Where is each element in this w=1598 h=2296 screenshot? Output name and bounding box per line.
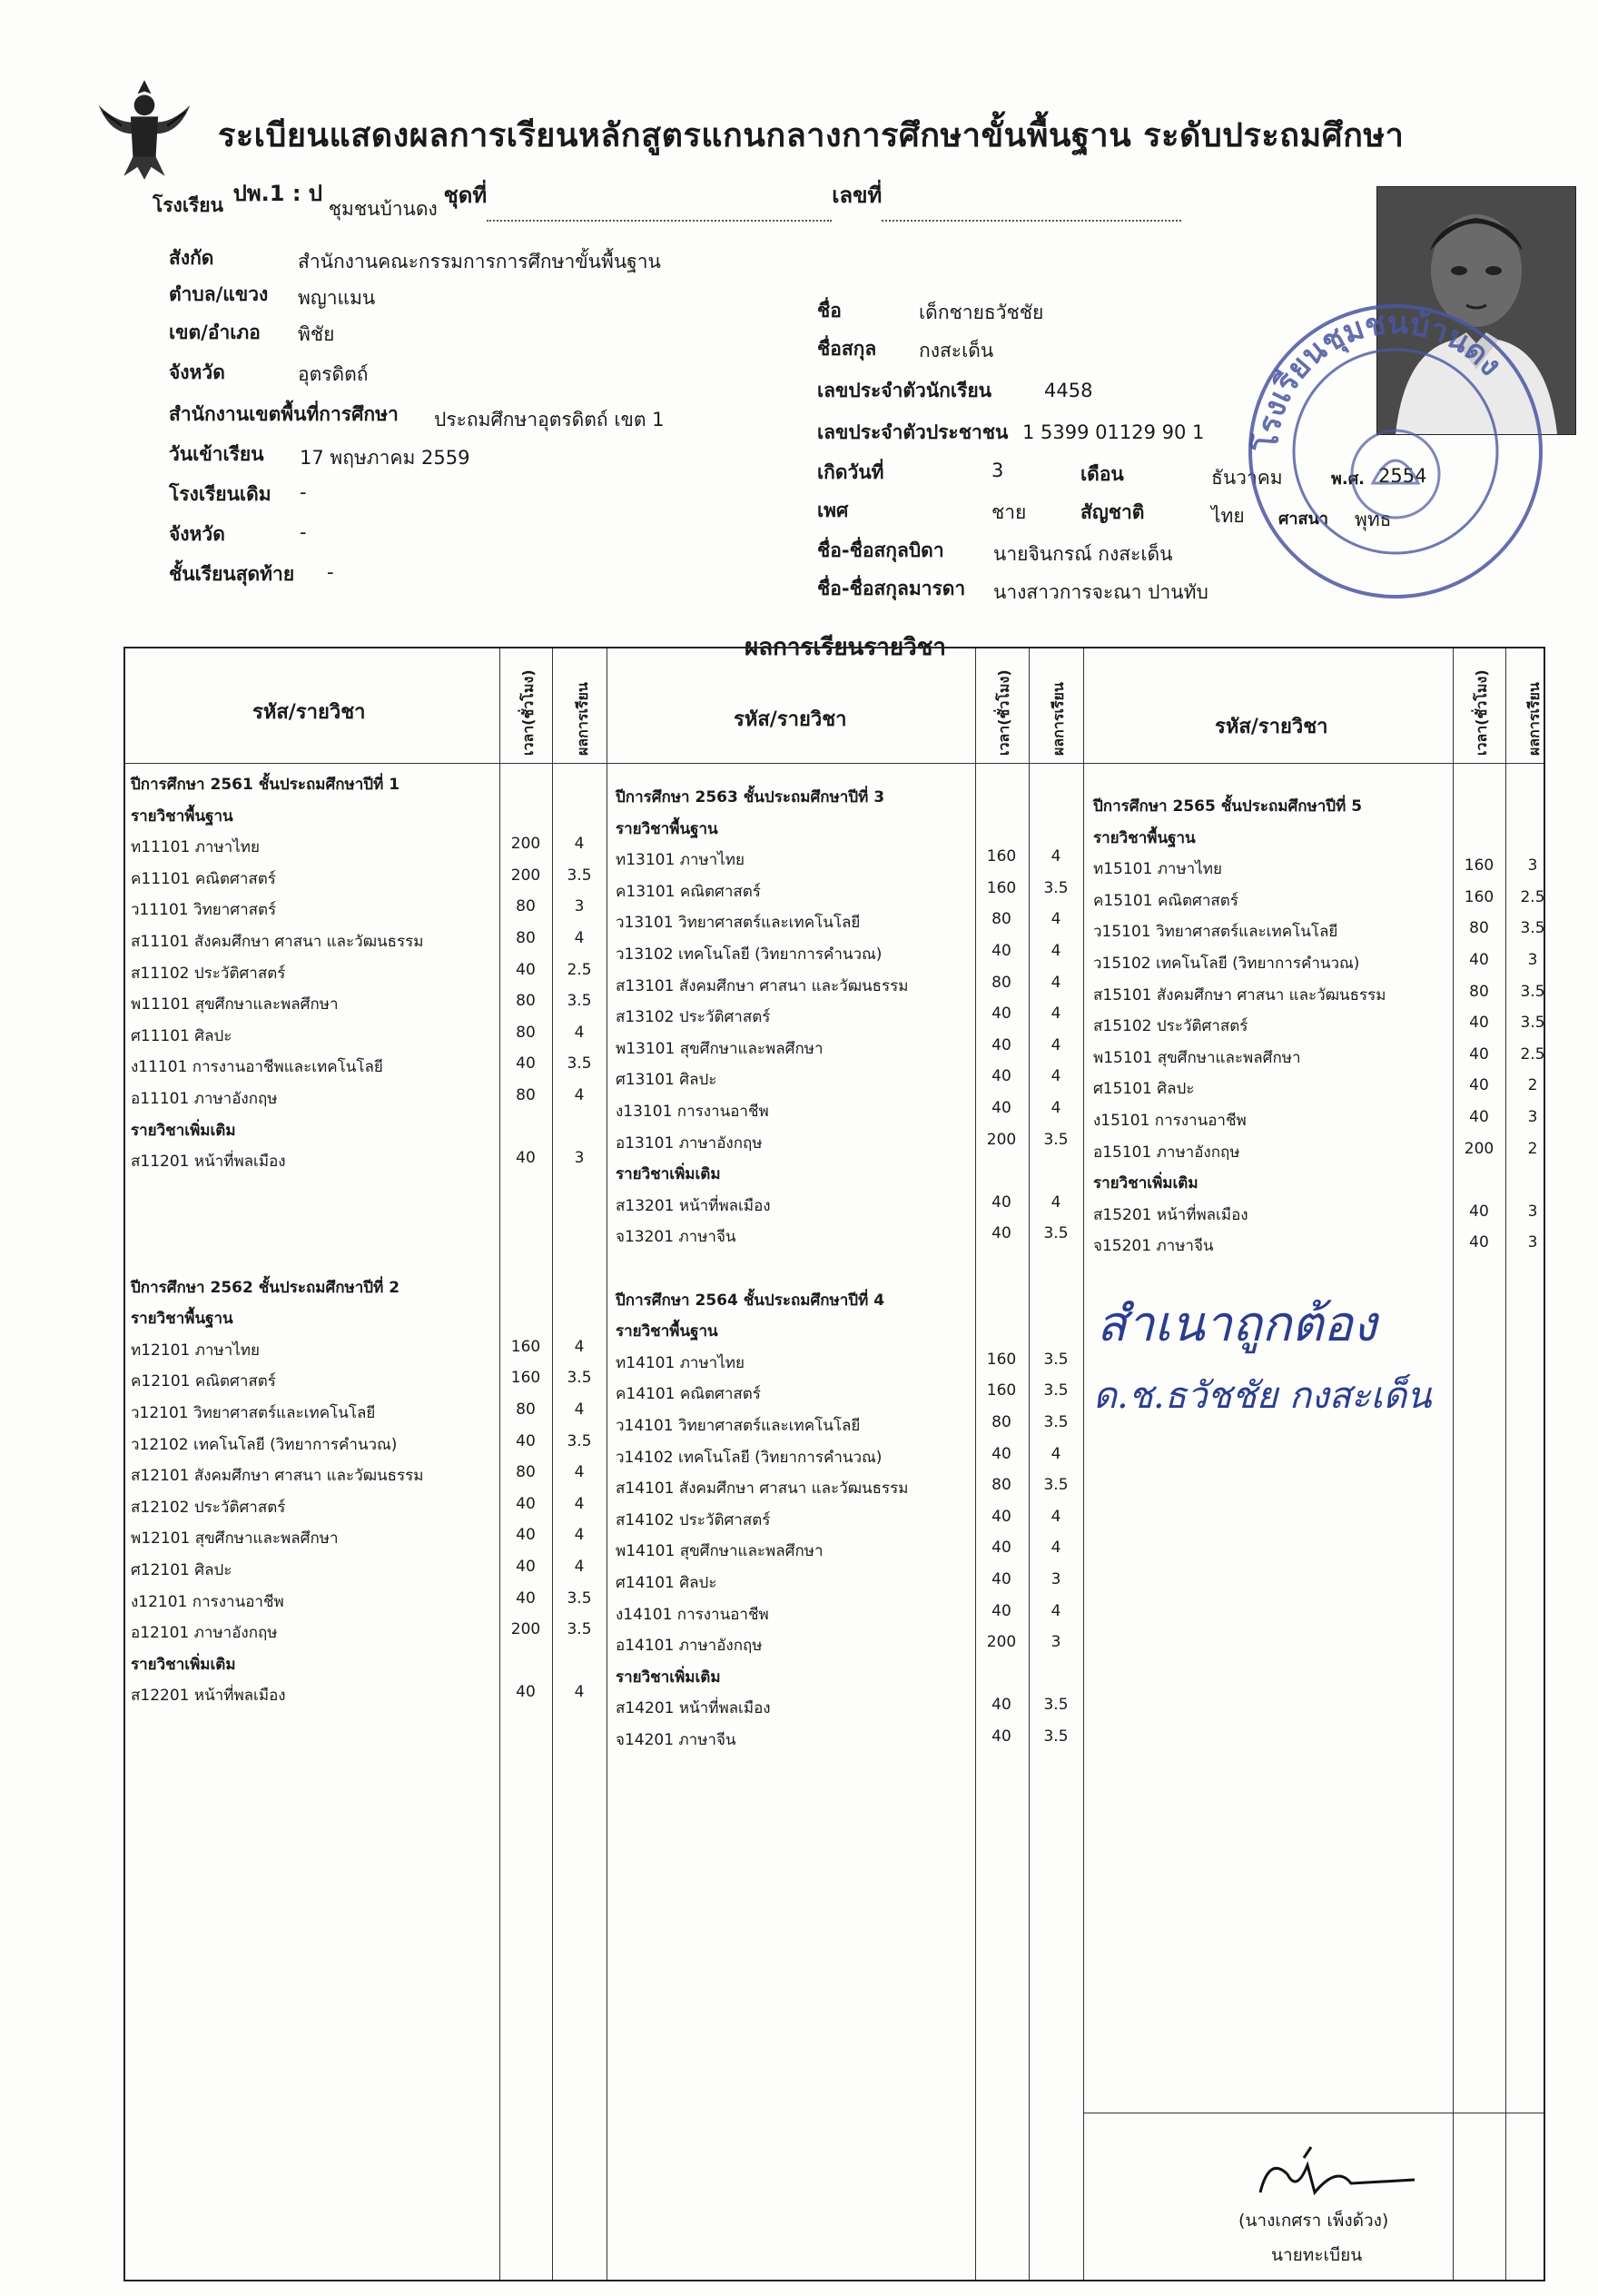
- subject-name: ส11201 หน้าที่พลเมือง: [131, 1153, 286, 1172]
- subject-hours: 80: [1469, 982, 1489, 1001]
- subject-grade: 3.5: [1043, 1727, 1069, 1746]
- mother-label: ชื่อ-ชื่อสกุลมารดา: [817, 578, 966, 599]
- area-value: ประถมศึกษาอุตรดิตถ์ เขต 1: [434, 409, 665, 430]
- subject-grade: 3: [574, 1149, 585, 1168]
- subject-hours: 40: [1469, 1108, 1489, 1126]
- subject-name: ว15101 วิทยาศาสตร์และเทคโนโลยี: [1093, 923, 1338, 942]
- subject-header-3: รหัส/รายวิชา: [1215, 716, 1328, 738]
- subject-grade: 3: [1527, 951, 1538, 969]
- subject-grade: 3.5: [1520, 982, 1545, 1001]
- subject-grade: 4: [1051, 1601, 1061, 1620]
- subject-name: ค13101 คณิตศาสตร์: [616, 882, 761, 901]
- prev-province-value: -: [300, 521, 307, 543]
- category-heading: รายวิชาเพิ่มเติม: [616, 1165, 721, 1184]
- subject-name: ค12101 คณิตศาสตร์: [131, 1372, 276, 1391]
- set-dots: [487, 220, 832, 222]
- subject-name: ส14102 ประวัติศาสตร์: [616, 1510, 771, 1529]
- subject-name: ง13101 การงานอาชีพ: [616, 1103, 769, 1121]
- subject-grade: 4: [574, 1023, 585, 1042]
- registrar-name: (นางเกศรา เพ็งด้วง): [1238, 2211, 1389, 2231]
- sex-value: ชาย: [991, 501, 1027, 523]
- category-heading: รายวิชาพื้นฐาน: [616, 819, 718, 838]
- subject-name: อ15101 ภาษาอังกฤษ: [1093, 1143, 1240, 1162]
- hours-header-3: เวลา(ชั่วโมง): [1473, 669, 1490, 756]
- number-dots: [882, 220, 1181, 222]
- year-heading: ปีการศึกษา 2565 ชั้นประถมศึกษาปีที่ 5: [1093, 797, 1363, 816]
- subject-hours: 40: [1469, 1233, 1489, 1252]
- subject-hours: 160: [510, 1337, 541, 1356]
- subject-hours: 80: [516, 992, 536, 1011]
- hours-header-2: เวลา(ชั่วโมง): [995, 669, 1012, 756]
- affiliation-value: สำนักงานคณะกรรมการการศึกษาขั้นพื้นฐาน: [298, 251, 661, 272]
- province-value: อุตรดิตถ์: [298, 363, 369, 385]
- subject-grade: 4: [1051, 1193, 1061, 1212]
- subject-hours: 80: [516, 929, 536, 947]
- subject-hours: 40: [991, 1067, 1011, 1086]
- area-label: สำนักงานเขตพื้นที่การศึกษา: [169, 403, 399, 425]
- subject-name: อ12101 ภาษาอังกฤษ: [131, 1624, 278, 1643]
- subject-name: ส14101 สังคมศึกษา ศาสนา และวัฒนธรรม: [616, 1480, 909, 1499]
- subject-name: พ14101 สุขศึกษาและพลศึกษา: [616, 1542, 824, 1561]
- subject-hours: 40: [516, 960, 536, 979]
- subject-hours: 80: [516, 1463, 536, 1482]
- subject-name: ง12101 การงานอาชีพ: [131, 1592, 284, 1611]
- category-heading: รายวิชาเพิ่มเติม: [131, 1655, 236, 1674]
- subject-name: ว12102 เทคโนโลยี (วิทยาการคำนวณ): [131, 1435, 398, 1454]
- grade-header-3: ผลการเรียน: [1525, 682, 1543, 756]
- subject-name: ว12101 วิทยาศาสตร์และเทคโนโลยี: [131, 1404, 376, 1422]
- year-heading: ปีการศึกษา 2563 ชั้นประถมศึกษาปีที่ 3: [616, 788, 885, 807]
- subject-hours: 40: [991, 1727, 1011, 1746]
- subject-name: พ11101 สุขศึกษาและพลศึกษา: [131, 995, 339, 1014]
- subject-name: ว14102 เทคโนโลยี (วิทยาการคำนวณ): [616, 1448, 883, 1467]
- subject-grade: 4: [1051, 1035, 1061, 1054]
- subject-hours: 200: [1464, 1139, 1494, 1158]
- subject-grade: 3.5: [567, 1369, 592, 1388]
- subject-name: ว15102 เทคโนโลยี (วิทยาการคำนวณ): [1093, 955, 1360, 973]
- subject-hours: 200: [986, 1130, 1017, 1149]
- entry-value: 17 พฤษภาคม 2559: [300, 447, 470, 469]
- garuda-emblem-icon: [87, 71, 202, 185]
- birth-day-label: เกิดวันที่: [817, 461, 884, 483]
- subject-hours: 80: [1469, 919, 1489, 938]
- subject-hours: 40: [991, 1507, 1011, 1526]
- category-heading: รายวิชาพื้นฐาน: [1093, 828, 1196, 847]
- subject-name: ค11101 คณิตศาสตร์: [131, 869, 276, 888]
- affiliation-row: [169, 243, 213, 273]
- subject-hours: 40: [516, 1558, 536, 1576]
- subject-name: ศ11101 ศิลปะ: [131, 1026, 232, 1045]
- category-heading: รายวิชาพื้นฐาน: [131, 807, 233, 826]
- subject-grade: 3.5: [1520, 919, 1545, 938]
- subject-name: ส12201 หน้าที่พลเมือง: [131, 1687, 286, 1706]
- subject-hours: 160: [986, 878, 1017, 897]
- subject-hours: 40: [1469, 951, 1489, 969]
- subject-name: ศ12101 ศิลปะ: [131, 1561, 232, 1579]
- subject-name: ว13101 วิทยาศาสตร์และเทคโนโลยี: [616, 914, 861, 933]
- subject-grade: 3: [574, 897, 585, 916]
- subject-name: ว13102 เทคโนโลยี (วิทยาการคำนวณ): [616, 945, 883, 964]
- subject-hours: 80: [991, 910, 1011, 929]
- subject-name: ท12101 ภาษาไทย: [131, 1341, 260, 1360]
- document-title: ระเบียนแสดงผลการเรียนหลักสูตรแกนกลางการศึกษาขั้นพื้นฐาน ระดับประถมศึกษา: [218, 117, 1405, 154]
- subject-grade: 3.5: [1043, 1350, 1069, 1369]
- subject-grade: 4: [574, 1558, 585, 1576]
- subject-grade: 3: [1051, 1633, 1061, 1652]
- subject-grade: 4: [574, 1526, 585, 1545]
- subject-name: ง14101 การงานอาชีพ: [616, 1605, 769, 1624]
- district-label: เขต/อำเภอ: [169, 322, 261, 343]
- subject-name: ง15101 การงานอาชีพ: [1093, 1112, 1247, 1130]
- subject-hours: 40: [991, 1539, 1011, 1558]
- subject-header-2: รหัส/รายวิชา: [734, 708, 847, 731]
- subject-name: ง11101 การงานอาชีพและเทคโนโลยี: [131, 1058, 383, 1077]
- subject-hours: 40: [991, 1696, 1011, 1715]
- subject-grade: 2.5: [567, 960, 592, 979]
- birth-month-value: ธันวาคม: [1211, 467, 1283, 489]
- subject-name: ส13201 หน้าที่พลเมือง: [616, 1196, 771, 1215]
- category-heading: รายวิชาเพิ่มเติม: [1093, 1174, 1198, 1193]
- seal-text: โรงเรียนชุมชนบ้านดง: [1248, 304, 1509, 452]
- subject-grade: 3.5: [567, 1054, 592, 1074]
- subject-hours: 80: [991, 973, 1011, 992]
- subject-hours: 40: [516, 1526, 536, 1545]
- subject-hours: 40: [991, 1035, 1011, 1054]
- subject-name: ส13101 สังคมศึกษา ศาสนา และวัฒนธรรม: [616, 976, 909, 995]
- subject-name: ท13101 ภาษาไทย: [616, 851, 745, 870]
- student-id-value: 4458: [1044, 380, 1093, 401]
- subject-name: อ13101 ภาษาอังกฤษ: [616, 1133, 763, 1153]
- subject-name: ส13102 ประวัติศาสตร์: [616, 1008, 771, 1027]
- sex-label: เพศ: [817, 500, 849, 521]
- last-grade-label: ชั้นเรียนสุดท้าย: [169, 563, 295, 585]
- subject-hours: 200: [510, 1620, 541, 1639]
- subject-grade: 3: [1527, 1233, 1538, 1252]
- subject-hours: 40: [991, 1570, 1011, 1588]
- subject-grade: 2.5: [1520, 887, 1545, 906]
- entry-label: วันเข้าเรียน: [169, 443, 264, 465]
- subject-hours: 160: [986, 1381, 1017, 1400]
- subject-hours: 40: [516, 1588, 536, 1608]
- subject-name: ส11102 ประวัติศาสตร์: [131, 964, 286, 983]
- subject-name: อ11101 ภาษาอังกฤษ: [131, 1090, 278, 1108]
- subject-grade: 4: [574, 1683, 585, 1702]
- subject-grade: 3.5: [567, 1620, 592, 1639]
- subject-hours: 40: [1469, 1202, 1489, 1221]
- subject-hours: 40: [991, 1444, 1011, 1463]
- subdistrict-label: ตำบล/แขวง: [169, 283, 269, 305]
- subject-hours: 40: [991, 1004, 1011, 1024]
- grade-header-1: ผลการเรียน: [574, 682, 591, 756]
- subject-header-1: รหัส/รายวิชา: [252, 701, 366, 724]
- subject-name: จ15201 ภาษาจีน: [1093, 1237, 1214, 1256]
- name-label: ชื่อ: [817, 300, 842, 322]
- subject-hours: 40: [516, 1054, 536, 1074]
- form-code-row: [153, 181, 1181, 222]
- year-heading: ปีการศึกษา 2561 ชั้นประถมศึกษาปีที่ 1: [131, 776, 400, 794]
- subject-grade: 3.5: [1043, 1130, 1069, 1149]
- subject-name: ศ13101 ศิลปะ: [616, 1071, 717, 1090]
- school-name: ชุมชนบ้านดง: [328, 198, 438, 220]
- district-value: พิชัย: [298, 323, 335, 345]
- year-heading: ปีการศึกษา 2564 ชั้นประถมศึกษาปีที่ 4: [616, 1291, 885, 1310]
- certified-copy-handwriting: สำเนาถูกต้อง: [1097, 1295, 1377, 1352]
- subject-grade: 3.5: [1043, 1696, 1069, 1715]
- subject-name: ศ15101 ศิลปะ: [1093, 1080, 1195, 1099]
- province-label: จังหวัด: [169, 361, 225, 383]
- subject-hours: 80: [516, 1400, 536, 1419]
- subject-grade: 3.5: [1043, 1224, 1069, 1243]
- school-seal-stamp: [1237, 292, 1554, 610]
- religion-label: ศาสนา: [1278, 510, 1328, 529]
- subject-hours: 40: [1469, 1014, 1489, 1033]
- subject-grade: 4: [1051, 1444, 1061, 1463]
- subject-hours: 80: [516, 1023, 536, 1042]
- subject-name: ส11101 สังคมศึกษา ศาสนา และวัฒนธรรม: [131, 933, 424, 951]
- subject-grade: 4: [574, 1337, 585, 1356]
- subject-name: ท14101 ภาษาไทย: [616, 1353, 745, 1372]
- subject-grade: 2: [1527, 1139, 1538, 1158]
- subject-grade: 4: [574, 835, 585, 854]
- subject-grade: 4: [574, 1400, 585, 1419]
- subdistrict-value: พญาแมน: [298, 287, 376, 309]
- subject-hours: 40: [991, 1601, 1011, 1620]
- father-label: ชื่อ-ชื่อสกุลบิดา: [817, 539, 944, 561]
- prev-school-value: -: [300, 481, 307, 503]
- subject-hours: 80: [516, 897, 536, 916]
- subject-hours: 80: [516, 1086, 536, 1104]
- subject-grade: 4: [1051, 1004, 1061, 1024]
- subject-grade: 4: [1051, 847, 1061, 866]
- subject-grade: 3: [1527, 856, 1538, 876]
- subject-grade: 3.5: [1520, 1014, 1545, 1033]
- birth-year-label: พ.ศ.: [1331, 470, 1365, 489]
- category-heading: รายวิชาเพิ่มเติม: [131, 1121, 236, 1140]
- subject-name: พ12101 สุขศึกษาและพลศึกษา: [131, 1529, 339, 1549]
- surname-value: กงสะเด็น: [919, 340, 994, 361]
- subject-name: ท15101 ภาษาไทย: [1093, 860, 1222, 879]
- category-heading: รายวิชาพื้นฐาน: [131, 1310, 233, 1329]
- subject-hours: 200: [510, 866, 541, 885]
- subject-grade: 3.5: [1043, 1413, 1069, 1431]
- last-grade-value: -: [327, 561, 334, 583]
- subject-hours: 40: [516, 1431, 536, 1450]
- subject-hours: 40: [516, 1149, 536, 1168]
- subject-hours: 40: [991, 1224, 1011, 1243]
- subject-name: ส12102 ประวัติศาสตร์: [131, 1498, 286, 1517]
- father-value: นายจินกรณ์ กงสะเด็น: [993, 543, 1173, 565]
- birth-year-value: 2554: [1378, 465, 1427, 487]
- subject-grade: 4: [574, 1494, 585, 1513]
- subject-name: ค15101 คณิตศาสตร์: [1093, 891, 1238, 910]
- subject-grade: 4: [1051, 973, 1061, 992]
- subject-grade: 4: [1051, 1539, 1061, 1558]
- category-heading: รายวิชาเพิ่มเติม: [616, 1668, 721, 1687]
- subject-hours: 80: [991, 1476, 1011, 1495]
- subject-name: ท11101 ภาษาไทย: [131, 838, 260, 857]
- subject-name: ส14201 หน้าที่พลเมือง: [616, 1699, 771, 1718]
- subject-name: ค14101 คณิตศาสตร์: [616, 1385, 761, 1404]
- subject-name: ว14101 วิทยาศาสตร์และเทคโนโลยี: [616, 1417, 861, 1435]
- subject-grade: 3.5: [1043, 1476, 1069, 1495]
- nationality-value: ไทย: [1211, 505, 1245, 527]
- subject-hours: 160: [1464, 856, 1494, 876]
- subject-name: จ13201 ภาษาจีน: [616, 1228, 736, 1247]
- birth-day-value: 3: [991, 460, 1004, 481]
- subject-hours: 40: [1469, 1044, 1489, 1064]
- subject-hours: 200: [986, 1633, 1017, 1652]
- subject-grade: 4: [1051, 1099, 1061, 1117]
- subject-hours: 40: [991, 1193, 1011, 1212]
- registrar-signature-icon: [1251, 2138, 1424, 2211]
- section-title: ผลการเรียนรายวิชา: [745, 634, 946, 661]
- nationality-label: สัญชาติ: [1080, 501, 1145, 523]
- citizen-id-value: 1 5399 01129 90 1: [1022, 421, 1205, 443]
- name-value: เด็กชายธวัชชัย: [919, 302, 1044, 323]
- student-name-handwriting: ด.ช.ธวัชชัย กงสะเด็น: [1093, 1375, 1432, 1417]
- registrar-title: นายทะเบียน: [1271, 2245, 1363, 2265]
- subject-grade: 3.5: [1043, 1381, 1069, 1400]
- subject-hours: 80: [991, 1413, 1011, 1431]
- subject-hours: 40: [991, 942, 1011, 960]
- subject-grade: 4: [574, 929, 585, 947]
- subject-grade: 4: [1051, 1507, 1061, 1526]
- mother-value: นางสาวการจะณา ปานทับ: [993, 581, 1208, 603]
- category-heading: รายวิชาพื้นฐาน: [616, 1322, 718, 1341]
- subject-hours: 40: [516, 1683, 536, 1702]
- subject-name: จ14201 ภาษาจีน: [616, 1731, 736, 1749]
- subject-grade: 3.5: [567, 1431, 592, 1450]
- hours-header-1: เวลา(ชั่วโมง): [519, 669, 537, 756]
- subject-grade: 2: [1527, 1076, 1538, 1095]
- subject-name: พ15101 สุขศึกษาและพลศึกษา: [1093, 1048, 1301, 1067]
- subject-grade: 3: [1527, 1202, 1538, 1221]
- subject-hours: 40: [1469, 1076, 1489, 1095]
- subject-hours: 160: [1464, 887, 1494, 906]
- school-label: โรงเรียน: [153, 194, 223, 216]
- subject-grade: 3.5: [567, 992, 592, 1011]
- subject-name: ส15102 ประวัติศาสตร์: [1093, 1017, 1248, 1036]
- subject-grade: 4: [1051, 910, 1061, 929]
- number-label: เลขที่: [832, 183, 883, 208]
- subject-hours: 200: [510, 835, 541, 854]
- subject-hours: 40: [516, 1494, 536, 1513]
- prev-school-label: โรงเรียนเดิม: [169, 483, 271, 505]
- religion-value: พุทธ: [1355, 509, 1392, 530]
- subject-hours: 40: [991, 1099, 1011, 1117]
- subject-grade: 3.5: [1043, 878, 1069, 897]
- grades-table: [123, 647, 1545, 2281]
- subject-name: ส15101 สังคมศึกษา ศาสนา และวัฒนธรรม: [1093, 985, 1386, 1004]
- affiliation-label: สังกัด: [169, 247, 214, 269]
- surname-label: ชื่อสกุล: [817, 338, 877, 360]
- subject-grade: 2.5: [1520, 1044, 1545, 1064]
- subject-hours: 160: [510, 1369, 541, 1388]
- subject-grade: 4: [574, 1086, 585, 1104]
- subject-grade: 3.5: [567, 1588, 592, 1608]
- citizen-id-label: เลขประจำตัวประชาชน: [817, 421, 1009, 443]
- subject-hours: 160: [986, 847, 1017, 866]
- form-code: ปพ.1 : ป: [232, 181, 323, 206]
- set-label: ชุดที่: [443, 183, 488, 208]
- subject-grade: 3: [1527, 1108, 1538, 1126]
- subject-grade: 3.5: [567, 866, 592, 885]
- subject-name: อ14101 ภาษาอังกฤษ: [616, 1637, 763, 1656]
- subject-name: ศ14101 ศิลปะ: [616, 1574, 717, 1592]
- subject-grade: 3: [1051, 1570, 1061, 1588]
- subject-grade: 4: [574, 1463, 585, 1482]
- birth-month-label: เดือน: [1080, 463, 1124, 485]
- grade-header-2: ผลการเรียน: [1050, 682, 1067, 756]
- subject-name: พ13101 สุขศึกษาและพลศึกษา: [616, 1039, 824, 1058]
- year-heading: ปีการศึกษา 2562 ชั้นประถมศึกษาปีที่ 2: [131, 1278, 400, 1297]
- subject-name: ส12101 สังคมศึกษา ศาสนา และวัฒนธรรม: [131, 1467, 424, 1486]
- student-id-label: เลขประจำตัวนักเรียน: [817, 380, 992, 401]
- subject-hours: 160: [986, 1350, 1017, 1369]
- subject-name: ว11101 วิทยาศาสตร์: [131, 901, 277, 920]
- subject-grade: 4: [1051, 942, 1061, 960]
- subject-grade: 4: [1051, 1067, 1061, 1086]
- subject-name: ส15201 หน้าที่พลเมือง: [1093, 1205, 1248, 1224]
- prev-province-label: จังหวัด: [169, 523, 225, 545]
